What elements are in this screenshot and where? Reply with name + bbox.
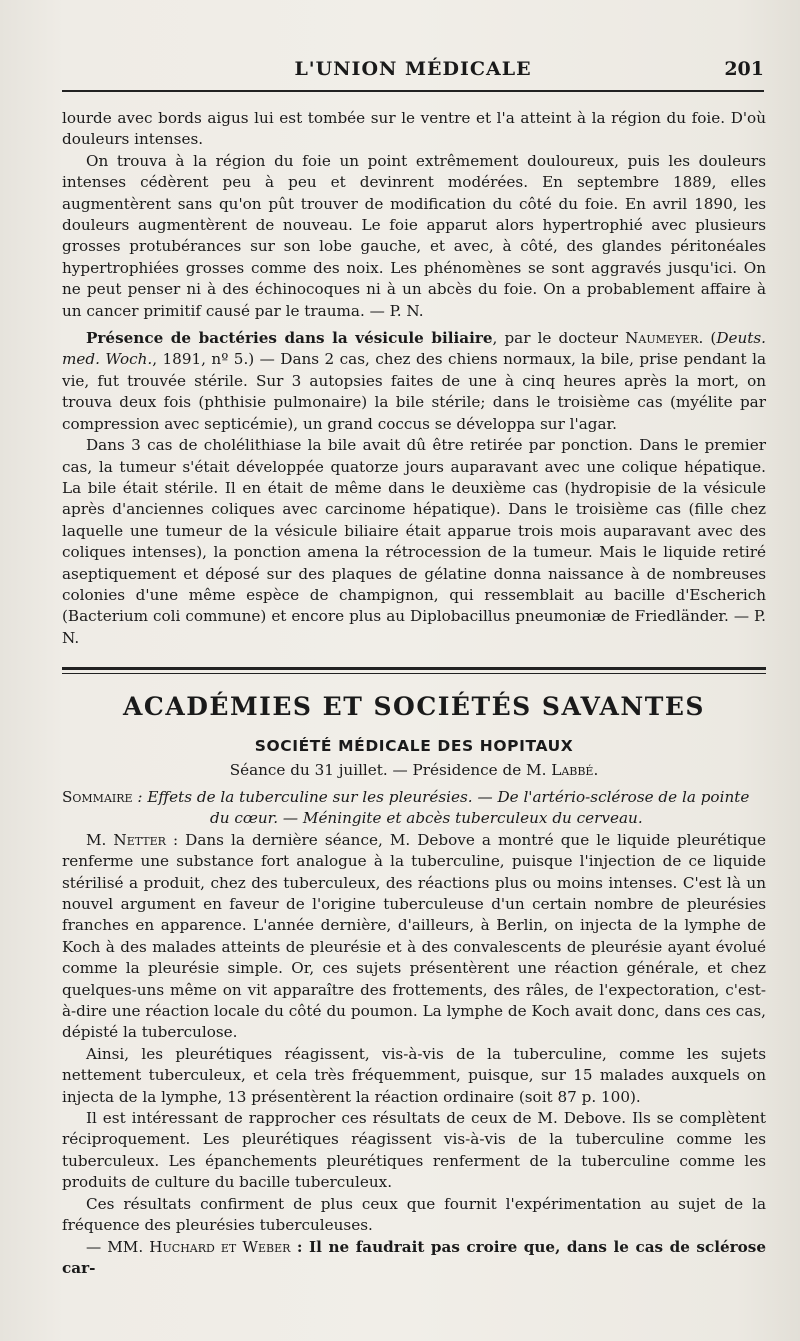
page-body — [62, 108, 766, 1279]
paragraph-continued: lourde avec bords aigus lui est tombée sur le ventre et l'a atteint à la région du foie. D'où douleurs intenses. — [62, 109, 766, 149]
speaker-names: Huchard et Weber — [149, 1237, 291, 1256]
page-number: 201 — [724, 58, 764, 80]
paragraph: Ainsi, les pleurétiques réagissent, vis-à-vis de la tuberculine, comme les sujets nettement tuberculeux, et cela très fréquemment, puisque, sur 15 malades auxquels on injecta de la lymphe, 13 présentèrent la réaction ordinaire (soit 87 p. 100). — [62, 1044, 766, 1106]
speaker-lead: — MM. — [86, 1237, 150, 1256]
paragraph: On trouva à la région du foie un point extrêmement douloureux, puis les douleurs intenses cédèrent peu à peu et devinrent modérées. En septembre 1889, elles augmentèrent sans qu'on pût trouver de modification du côté du foie. En avril 1890, les douleurs augmentèrent de nouveau. Le foie apparut alors hypertrophié avec plusieurs grosses protubérances sur son lobe gauche, et avec, à côté, des glandes péritonéales hypertrophiées grosses comme des noix. Les phénomènes se sont aggravés jusqu'ici. On ne peut penser ni à des échinocoques ni à un abcès du foie. On a probablement affaire à un cancer primitif causé par le trauma. — P. N. — [62, 151, 766, 320]
article-title: Présence de bactéries dans la vésicule biliaire — [86, 329, 493, 348]
sommaire-line-2: du cœur. — Méningite et abcès tuberculeux du cerveau. — [210, 809, 643, 828]
article-text: , 1891, nº 5.) — Dans 2 cas, chez des chiens normaux, la bile, prise pendant la vie, fut trouvée stérile. Sur 3 autopsies faites de une à cinq heures après la mort, on trouva deux fois (phthisie pulmonaire) la bile stérile; dans le troisième cas (myélite par compression avec septicémie), un grand coccus se développa sur l'agar. — [62, 350, 766, 433]
section-divider — [62, 667, 766, 674]
paragraph: Il est intéressant de rapprocher ces résultats de ceux de M. Debove. Ils se complètent réciproquement. Les pleurétiques réagissent vis-à-vis de la tuberculine comme les tuberculeux. Les épanchements pleurétiques renferment de la tuberculine comme les produits de culture du bacille tuberculeux. — [62, 1109, 766, 1192]
paragraph: Ces résultats confirment de plus ceux que fournit l'expérimentation au sujet de la fréquence des pleurésies tuberculeuses. — [62, 1194, 766, 1235]
seance-line: Séance du 31 juillet. — Présidence de M. Labbé. — [229, 760, 599, 779]
reference-open: ( — [710, 329, 717, 348]
byline-connector: , par le docteur — [492, 329, 626, 348]
journal-reference: Deuts. med. Woch. — [62, 329, 766, 369]
running-head: L'UNION MÉDICALE — [294, 58, 532, 80]
article-author: Naumeyer — [625, 329, 699, 348]
speaker-name: M. Netter — [86, 830, 166, 849]
page-header — [62, 52, 764, 92]
truncated-text: : Il ne faudrait pas croire que, dans le cas de sclérose car- — [62, 1237, 766, 1277]
society-name: SOCIÉTÉ MÉDICALE DES HOPITAUX — [254, 737, 574, 756]
discussion-text: : Dans la dernière séance, M. Debove a montré que le liquide pleurétique renferme une substance fort analogue à la tuberculine, puisque l'injection de ce liquide stérilisé a produit, chez des tuberculeux, des réactions plus ou moins intenses. C'est là un nouvel argument en faveur de l'origine tuberculeuse d'un certain nombre de pleurésies franches en apparence. L'année dernière, d'ailleurs, à Berlin, on injecta de la lymphe de Koch à des malades atteints de pleurésie et à des convalescents de pleurésie ayant évolué comme la pleurésie simple. Or, ces sujets présentèrent une réaction générale, et chez quelques-uns même on vit apparaître des frottements, des râles, de l'expectoration, c'est-à-dire une réaction locale du côté du poumon. La lymphe de Koch avait donc, dans ces cas, dépisté la tuberculose. — [62, 830, 766, 1042]
sommaire — [62, 787, 766, 830]
divider-thin-rule — [62, 673, 766, 674]
section-title: ACADÉMIES ET SOCIÉTÉS SAVANTES — [123, 692, 705, 722]
sommaire-line-1: : Effets de la tuberculine sur les pleurésies. — De l'artério-sclérose de la pointe — [132, 787, 750, 806]
president-name: Labbé — [551, 760, 594, 779]
divider-thick-rule — [62, 667, 766, 670]
paragraph: Dans 3 cas de cholélithiase la bile avait dû être retirée par ponction. Dans le premier cas, la tumeur s'était développée quatorze jours auparavant avec une colique hépatique. La bile était stérile. Il en était de même dans le deuxième cas (hydropisie de la vésicule après d'anciennes coliques avec carcinome hépatique). Dans le troisième cas (fille chez laquelle une tumeur de la vésicule biliaire était apparue trois mois auparavant avec des coliques intenses), la ponction amena la rétrocession de la tumeur. Mais le liquide retiré aseptiquement et déposé sur des plaques de gélatine donna naissance à de nombreuses colonies d'une même espèce de champignon, qui ressemblait au bacille d'Escherich (Bacterium coli commune) et encore plus au Diplobacillus pneumoniæ de Friedländer. — P. N. — [62, 436, 766, 647]
seance-text: Séance du 31 juillet. — Présidence de M. — [229, 760, 552, 779]
paragraph-truncated — [62, 1237, 766, 1280]
sommaire-label: Sommaire — [62, 787, 133, 806]
discussion-paragraph — [62, 830, 766, 1044]
article-paragraph: Présence de bactéries dans la vésicule biliaire, par le docteur Naumeyer. (Deuts. med. Woch., 1891, nº 5.) — Dans 2 cas, chez des chiens normaux, la bile, prise pendant la vie, fut trouvée stérile. Sur 3 autopsies faites de une à cinq heures après la mort, on trouva deux fois (phthisie pulmonaire) la bile stérile; dans le troisième cas (myélite par compression avec septicémie), un grand coccus se développa sur l'agar. — [62, 329, 766, 433]
header-rule — [62, 90, 764, 92]
